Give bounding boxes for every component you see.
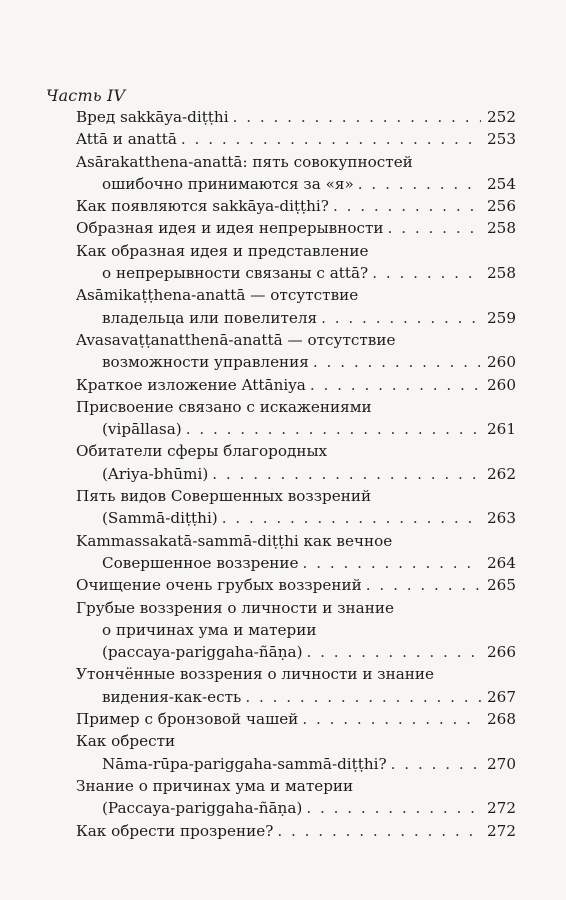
dot-leader: [372, 262, 481, 284]
table-of-contents: [76, 106, 516, 842]
toc-entry-title: [76, 329, 516, 351]
toc-entry-text: Совершенное воззрение: [102, 553, 299, 572]
page-number: 272: [487, 821, 516, 840]
toc-entry-title-continued: [76, 418, 516, 440]
toc-entry-title: [76, 663, 516, 685]
toc-entry-title: [76, 374, 516, 396]
toc-entry-text: Asāmikaṭṭhena-anattā — отсутствие: [76, 286, 359, 305]
toc-entry-text: Kammassakatā-sammā-diṭṭhi как вечное: [76, 531, 393, 550]
toc-entry-title: [76, 195, 516, 217]
toc-entry: [76, 128, 516, 150]
toc-entry-title-continued: [76, 552, 516, 574]
toc-entry-text: Пример с бронзовой чашей: [76, 710, 299, 729]
toc-entry-text: (Ariya-bhūmi): [102, 464, 209, 483]
toc-entry-title: [76, 708, 516, 730]
toc-entry-text: Как обрести прозрение?: [76, 821, 274, 840]
toc-entry-title: [76, 240, 516, 262]
toc-entry-title: [76, 396, 516, 418]
toc-entry-title-continued: [76, 507, 516, 529]
toc-entry: [76, 240, 516, 285]
page-number: 260: [487, 375, 516, 394]
part-heading: Часть IV: [46, 86, 126, 105]
toc-entry-title-continued: [76, 351, 516, 373]
toc-entry-text: (paccaya-pariggaha-ñāṇa): [102, 643, 303, 662]
toc-entry: [76, 663, 516, 708]
page-number: 256: [487, 197, 516, 216]
toc-entry: [76, 820, 516, 842]
toc-entry-title: [76, 217, 516, 239]
toc-entry: [76, 195, 516, 217]
toc-entry-text: ошибочно принимаются за «я»: [102, 174, 354, 193]
page-number: 268: [487, 710, 516, 729]
toc-entry-text: Присвоение связано с искажениями: [76, 397, 372, 416]
toc-entry-text: (vipāllasa): [102, 420, 182, 439]
toc-entry-text: (Paccaya-pariggaha-ñāṇa): [102, 799, 303, 818]
toc-entry-text: Образная идея и идея непрерывности: [76, 219, 384, 238]
dot-leader: [358, 173, 481, 195]
page-number: 270: [487, 754, 516, 773]
toc-entry-title: [76, 775, 516, 797]
toc-entry: [76, 217, 516, 239]
toc-entry-text: Как образная идея и представление: [76, 241, 369, 260]
dot-leader: [181, 128, 481, 150]
toc-entry-title: [76, 730, 516, 752]
toc-entry: [76, 708, 516, 730]
toc-entry: [76, 485, 516, 530]
toc-entry-title: [76, 530, 516, 552]
toc-entry-title-continued: [76, 173, 516, 195]
page-number: 266: [487, 643, 516, 662]
toc-entry-text: Avasavaṭṭanatthenā-anattā — отсутствие: [76, 330, 396, 349]
toc-entry-text: владельца или повелителя: [102, 308, 318, 327]
toc-entry: [76, 730, 516, 775]
toc-entry-title-continued: [76, 307, 516, 329]
toc-entry-text: Обитатели сферы благородных: [76, 442, 328, 461]
toc-entry-title: [76, 128, 516, 150]
page-number: 258: [487, 264, 516, 283]
page-number: 261: [487, 420, 516, 439]
dot-leader: [222, 507, 481, 529]
dot-leader: [277, 820, 481, 842]
toc-entry: [76, 374, 516, 396]
page-number: 262: [487, 464, 516, 483]
page-number: 267: [487, 687, 516, 706]
toc-entry-title: [76, 820, 516, 842]
toc-entry-text: Вред sakkāya-diṭṭhi: [76, 108, 229, 126]
toc-entry-text: о непрерывности связаны с attā?: [102, 264, 369, 283]
dot-leader: [303, 552, 481, 574]
dot-leader: [233, 106, 481, 128]
toc-entry-text: Краткое изложение Attāniya: [76, 375, 306, 394]
toc-entry-title-continued: [76, 753, 516, 775]
toc-entry-text: Asārakatthena-anattā: пять совокупностей: [76, 152, 413, 171]
toc-entry-title-continued: [76, 619, 516, 641]
toc-entry-title: [76, 106, 516, 128]
toc-entry-text: Attā и anattā: [76, 130, 177, 149]
page-number: 263: [487, 509, 516, 528]
dot-leader: [388, 217, 481, 239]
toc-entry: [76, 530, 516, 575]
toc-entry: [76, 329, 516, 374]
toc-entry-title: [76, 574, 516, 596]
toc-entry-text: Как обрести: [76, 732, 176, 751]
page-number: 259: [487, 308, 516, 327]
toc-entry-text: возможности управления: [102, 353, 309, 372]
dot-leader: [302, 708, 481, 730]
toc-entry-text: Nāma-rūpa-pariggaha-sammā-diṭṭhi?: [102, 754, 387, 773]
page-number: 265: [487, 576, 516, 595]
dot-leader: [391, 753, 481, 775]
dot-leader: [313, 351, 481, 373]
toc-entry-text: видения-как-есть: [102, 687, 242, 706]
dot-leader: [307, 641, 482, 663]
dot-leader: [321, 307, 481, 329]
toc-entry-text: Грубые воззрения о личности и знание: [76, 598, 394, 617]
toc-entry-title-continued: [76, 641, 516, 663]
dot-leader: [245, 686, 481, 708]
toc-entry-title-continued: [76, 797, 516, 819]
toc-entry-title-continued: [76, 686, 516, 708]
page-number: 253: [487, 130, 516, 149]
toc-entry: [76, 284, 516, 329]
toc-entry-title: [76, 485, 516, 507]
dot-leader: [306, 797, 481, 819]
toc-entry-text: Пять видов Совершенных воззрений: [76, 487, 372, 506]
page-number: 272: [487, 799, 516, 818]
page-number: 252: [487, 108, 516, 126]
toc-entry-text: Утончённые воззрения о личности и знание: [76, 665, 434, 684]
toc-entry-title-continued: [76, 463, 516, 485]
dot-leader: [333, 195, 481, 217]
toc-entry-title: [76, 597, 516, 619]
toc-entry: [76, 597, 516, 664]
page-number: 258: [487, 219, 516, 238]
toc-entry-text: о причинах ума и материи: [102, 620, 317, 639]
toc-entry: [76, 106, 516, 128]
toc-entry: [76, 440, 516, 485]
toc-entry: [76, 574, 516, 596]
toc-entry-text: Очищение очень грубых воззрений: [76, 576, 362, 595]
toc-entry-title: [76, 151, 516, 173]
dot-leader: [186, 418, 481, 440]
dot-leader: [366, 574, 481, 596]
toc-entry: [76, 151, 516, 196]
page-number: 254: [487, 174, 516, 193]
dot-leader: [310, 374, 481, 396]
page-number: 260: [487, 353, 516, 372]
toc-entry-text: (Sammā-diṭṭhi): [102, 509, 218, 528]
toc-entry-title: [76, 440, 516, 462]
page-number: 264: [487, 553, 516, 572]
dot-leader: [212, 463, 481, 485]
toc-entry-text: Как появляются sakkāya-diṭṭhi?: [76, 197, 329, 216]
toc-entry-title: [76, 284, 516, 306]
toc-entry: [76, 775, 516, 820]
toc-entry-text: Знание о причинах ума и материи: [76, 776, 354, 795]
toc-entry: [76, 396, 516, 441]
toc-entry-title-continued: [76, 262, 516, 284]
